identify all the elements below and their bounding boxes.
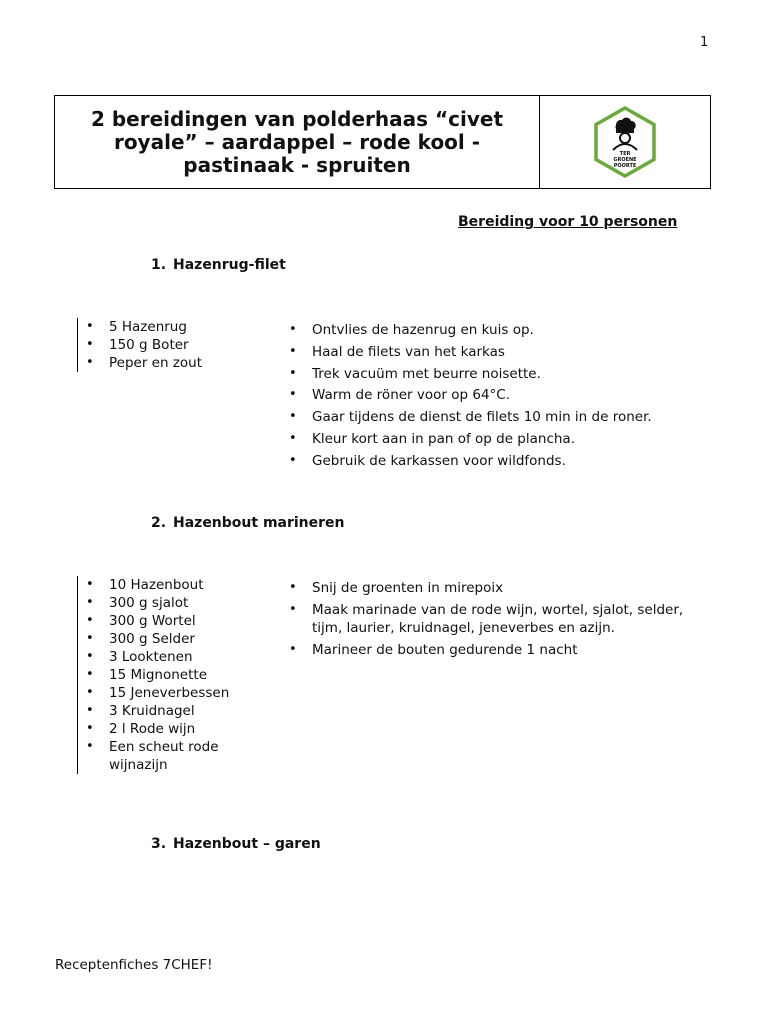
step-list-1 xyxy=(289,321,652,474)
logo-line-2: GROENE xyxy=(613,157,637,163)
ingredient-item: • 15 Jeneverbessen xyxy=(86,684,256,702)
ingredient-item: • 150 g Boter xyxy=(86,336,202,354)
step-item: • Gaar tijdens de dienst de filets 10 min in de roner. xyxy=(289,408,652,426)
step-item: • Ontvlies de hazenrug en kuis op. xyxy=(289,321,652,339)
section-heading-1 xyxy=(151,257,286,273)
ingredient-list-2 xyxy=(77,576,256,774)
logo-cell xyxy=(540,96,710,188)
step-item: • Kleur kort aan in pan of op de plancha. xyxy=(289,430,652,448)
ter-groene-poorte-logo xyxy=(592,105,658,179)
step-item: • Gebruik de karkassen voor wildfonds. xyxy=(289,452,652,470)
section-number: 2. xyxy=(151,515,167,531)
footer-text: Receptenfiches 7CHEF! xyxy=(55,957,213,973)
step-item: • Warm de röner voor op 64°C. xyxy=(289,386,652,404)
step-item: • Trek vacuüm met beurre noisette. xyxy=(289,365,652,383)
ingredient-item: • 3 Kruidnagel xyxy=(86,702,256,720)
logo-line-3: POORTE xyxy=(613,163,637,169)
ingredient-item: • 300 g sjalot xyxy=(86,594,256,612)
ingredient-item: • Peper en zout xyxy=(86,354,202,372)
section-title: Hazenrug-filet xyxy=(173,257,286,273)
ingredient-list-1 xyxy=(77,318,202,372)
ingredient-item: • 300 g Selder xyxy=(86,630,256,648)
section-title: Hazenbout marineren xyxy=(173,515,345,531)
ingredient-item: • 5 Hazenrug xyxy=(86,318,202,336)
section-heading-3 xyxy=(151,836,321,852)
logo-line-1: TER xyxy=(619,151,631,157)
step-item: • Marineer de bouten gedurende 1 nacht xyxy=(289,641,699,659)
section-number: 3. xyxy=(151,836,167,852)
step-item: • Maak marinade van de rode wijn, wortel, sjalot, selder, tijm, laurier, kruidnagel, jeneverbes en azijn. xyxy=(289,601,699,637)
page-number: 1 xyxy=(700,35,709,50)
section-heading-2 xyxy=(151,515,345,531)
step-item: • Haal de filets van het karkas xyxy=(289,343,652,361)
step-item: • Snij de groenten in mirepoix xyxy=(289,579,699,597)
section-number: 1. xyxy=(151,257,167,273)
ingredient-item: • 3 Looktenen xyxy=(86,648,256,666)
title-table xyxy=(54,95,711,189)
step-list-2 xyxy=(289,579,699,662)
ingredient-item: • 10 Hazenbout xyxy=(86,576,256,594)
section-title: Hazenbout – garen xyxy=(173,836,321,852)
document-title: 2 bereidingen van polderhaas “civet royale” – aardappel – rode kool - pastinaak - spruiten xyxy=(55,96,540,188)
ingredient-item: • Een scheut rode wijnazijn xyxy=(86,738,239,774)
ingredient-item: • 15 Mignonette xyxy=(86,666,256,684)
ingredient-item: • 2 l Rode wijn xyxy=(86,720,256,738)
ingredient-item: • 300 g Wortel xyxy=(86,612,256,630)
servings-subtitle: Bereiding voor 10 personen xyxy=(458,214,678,230)
